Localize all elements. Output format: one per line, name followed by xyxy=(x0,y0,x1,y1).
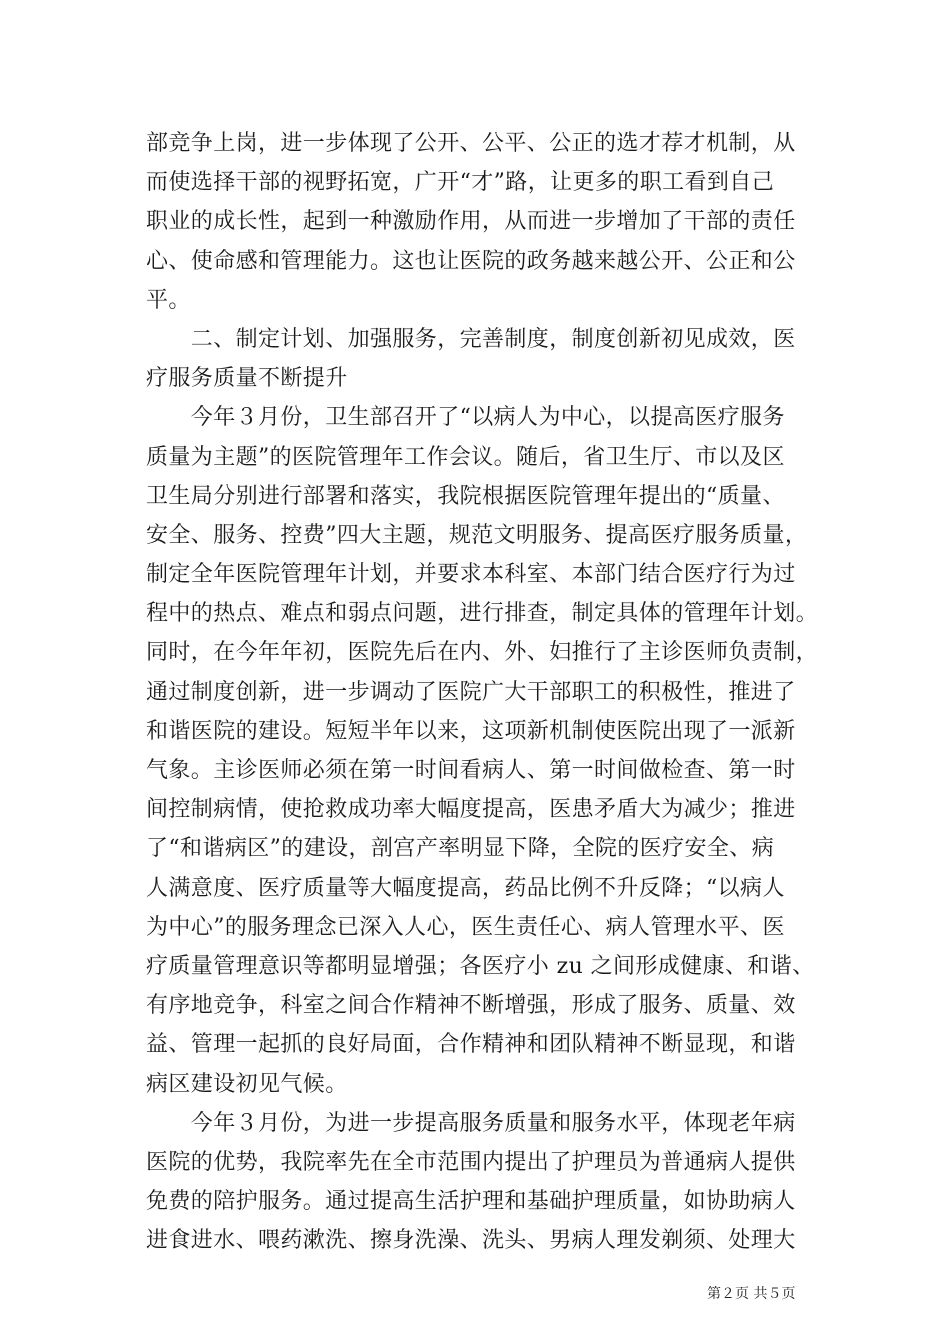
text-line: 而使选择干部的视野拓宽，广开“才”路，让更多的职工看到自己 xyxy=(146,170,775,196)
text-line: 职业的成长性，起到一种激励作用，从而进一步增加了干部的责任 xyxy=(146,209,796,235)
text-line: 间控制病情，使抢救成功率大幅度提高，医患矛盾大为减少；推进 xyxy=(146,797,796,823)
text-line: 心、使命感和管理能力。这也让医院的政务越来越公开、公正和公 xyxy=(146,248,796,274)
text-line: 气象。主诊医师必须在第一时间看病人、第一时间做检查、第一时 xyxy=(146,758,796,783)
text-line: 程中的热点、难点和弱点问题，进行排查，制定具体的管理年计划。 xyxy=(146,601,819,627)
text-line: 人满意度、医疗质量等大幅度提高，药品比例不升反降；“以病人 xyxy=(146,875,785,901)
text-line: 病区建设初见气候。 xyxy=(146,1071,348,1097)
text-line: 和谐医院的建设。短短半年以来，这项新机制使医院出现了一派新 xyxy=(146,718,796,744)
text-line: 进食进水、喂药漱洗、擦身洗澡、洗头、男病人理发剃须、处理大 xyxy=(146,1228,796,1254)
text-line: 安全、服务、控费”四大主题，规范文明服务、提高医疗服务质量， xyxy=(146,522,808,548)
text-line: 为中心”的服务理念已深入人心，医生责任心、病人管理水平、医 xyxy=(146,914,785,940)
text-line: 疗质量管理意识等都明显增强；各医疗小 zu 之间形成健康、和谐、 xyxy=(146,953,815,979)
text-line: 部竞争上岗，进一步体现了公开、公平、公正的选才荐才机制，从 xyxy=(146,131,796,156)
text-line: 了“和谐病区”的建设，剖宫产率明显下降，全院的医疗安全、病 xyxy=(146,836,775,862)
body-text xyxy=(146,124,819,1260)
text-line: 同时，在今年年初，医院先后在内、外、妇推行了主诊医师负责制， xyxy=(146,640,819,666)
text-line: 通过制度创新，进一步调动了医院广大干部职工的积极性，推进了 xyxy=(146,679,796,705)
text-line: 质量为主题”的医院管理年工作会议。随后，省卫生厅、市以及区 xyxy=(146,444,785,470)
text-line: 制定全年医院管理年计划，并要求本科室、本部门结合医疗行为过 xyxy=(146,562,796,588)
text-line: 卫生局分别进行部署和落实，我院根据医院管理年提出的“质量、 xyxy=(146,483,785,509)
text-line: 益、管理一起抓的良好局面，合作精神和团队精神不断显现，和谐 xyxy=(146,1032,796,1058)
text-line: 平。 xyxy=(146,287,191,313)
text-line: 免费的陪护服务。通过提高生活护理和基础护理质量，如协助病人 xyxy=(146,1189,796,1215)
text-line: 有序地竞争，科室之间合作精神不断增强，形成了服务、质量、效 xyxy=(146,993,796,1019)
text-line: 疗服务质量不断提升 xyxy=(146,366,348,392)
text-line: 二、制定计划、加强服务，完善制度，制度创新初见成效，医 xyxy=(146,326,796,352)
text-line: 今年３月份，为进一步提高服务质量和服务水平，体现老年病 xyxy=(146,1110,796,1136)
text-line: 医院的优势，我院率先在全市范围内提出了护理员为普通病人提供 xyxy=(146,1149,796,1175)
text-line: 今年３月份，卫生部召开了“以病人为中心，以提高医疗服务 xyxy=(146,405,785,431)
page-footer: 第２页 共５页 xyxy=(707,1286,796,1302)
